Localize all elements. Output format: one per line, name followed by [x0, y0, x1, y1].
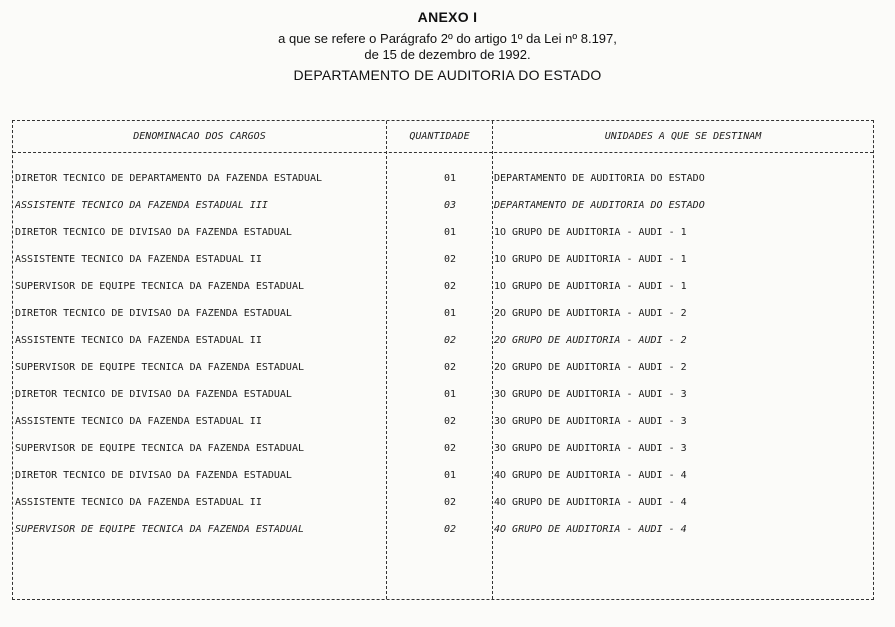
table-row — [13, 493, 873, 513]
department-title: DEPARTAMENTO DE AUDITORIA DO ESTADO — [293, 67, 602, 83]
quantidade-cell: 02 — [443, 335, 457, 346]
cargo-cell: ASSISTENTE TECNICO DA FAZENDA ESTADUAL II — [15, 254, 262, 265]
unidade-cell: 1O GRUPO DE AUDITORIA - AUDI - 1 — [494, 281, 687, 292]
cargo-cell: DIRETOR TECNICO DE DIVISAO DA FAZENDA ESTADUAL — [15, 470, 292, 481]
table-row — [13, 277, 873, 297]
unidade-cell: 1O GRUPO DE AUDITORIA - AUDI - 1 — [494, 227, 687, 238]
table-row — [13, 250, 873, 270]
quantidade-cell: 01 — [443, 470, 457, 481]
cargo-cell: DIRETOR TECNICO DE DIVISAO DA FAZENDA ESTADUAL — [15, 308, 292, 319]
table-row — [13, 358, 873, 378]
table-row — [13, 223, 873, 243]
quantidade-cell: 02 — [443, 281, 457, 292]
quantidade-cell: 02 — [443, 497, 457, 508]
annex-title: ANEXO I — [417, 9, 478, 25]
cargo-cell: SUPERVISOR DE EQUIPE TECNICA DA FAZENDA ESTADUAL — [15, 524, 304, 535]
cargo-cell: SUPERVISOR DE EQUIPE TECNICA DA FAZENDA ESTADUAL — [15, 443, 304, 454]
quantidade-cell: 01 — [443, 227, 457, 238]
quantidade-cell: 03 — [443, 200, 457, 211]
cargo-cell: ASSISTENTE TECNICO DA FAZENDA ESTADUAL II — [15, 497, 262, 508]
unidade-cell: 3O GRUPO DE AUDITORIA - AUDI - 3 — [494, 389, 687, 400]
cargo-cell: SUPERVISOR DE EQUIPE TECNICA DA FAZENDA ESTADUAL — [15, 281, 304, 292]
cargo-cell: DIRETOR TECNICO DE DIVISAO DA FAZENDA ESTADUAL — [15, 389, 292, 400]
unidade-cell: 2O GRUPO DE AUDITORIA - AUDI - 2 — [494, 308, 687, 319]
table-row — [13, 439, 873, 459]
law-reference-line: a que se refere o Parágrafo 2º do artigo 1º da Lei nº 8.197, — [278, 31, 617, 46]
table-row — [13, 304, 873, 324]
table-row — [13, 385, 873, 405]
unidade-cell: 3O GRUPO DE AUDITORIA - AUDI - 3 — [494, 416, 687, 427]
cargo-cell: DIRETOR TECNICO DE DIVISAO DA FAZENDA ESTADUAL — [15, 227, 292, 238]
unidade-cell: 4O GRUPO DE AUDITORIA - AUDI - 4 — [494, 524, 687, 535]
table-row — [13, 169, 873, 189]
cargo-cell: SUPERVISOR DE EQUIPE TECNICA DA FAZENDA ESTADUAL — [15, 362, 304, 373]
quantidade-cell: 02 — [443, 524, 457, 535]
quantidade-cell: 01 — [443, 308, 457, 319]
table-row — [13, 196, 873, 216]
unidade-cell: DEPARTAMENTO DE AUDITORIA DO ESTADO — [494, 173, 705, 184]
quantidade-cell: 02 — [443, 443, 457, 454]
quantidade-cell: 02 — [443, 416, 457, 427]
quantidade-cell: 02 — [443, 362, 457, 373]
quantidade-cell: 02 — [443, 254, 457, 265]
quantidade-cell: 01 — [443, 173, 457, 184]
table-row — [13, 520, 873, 540]
cargo-cell: ASSISTENTE TECNICO DA FAZENDA ESTADUAL II — [15, 416, 262, 427]
cargo-cell: ASSISTENTE TECNICO DA FAZENDA ESTADUAL II — [15, 335, 262, 346]
column-header-quantidade: QUANTIDADE — [409, 131, 470, 142]
law-date-line: de 15 de dezembro de 1992. — [364, 47, 531, 62]
table-row — [13, 412, 873, 432]
unidade-cell: 1O GRUPO DE AUDITORIA - AUDI - 1 — [494, 254, 687, 265]
unidade-cell: 2O GRUPO DE AUDITORIA - AUDI - 2 — [494, 362, 687, 373]
column-header-cargos: DENOMINACAO DOS CARGOS — [133, 131, 266, 142]
unidade-cell: 4O GRUPO DE AUDITORIA - AUDI - 4 — [494, 497, 687, 508]
unidade-cell: DEPARTAMENTO DE AUDITORIA DO ESTADO — [494, 200, 705, 211]
table-row — [13, 331, 873, 351]
cargo-cell: ASSISTENTE TECNICO DA FAZENDA ESTADUAL III — [15, 200, 268, 211]
unidade-cell: 4O GRUPO DE AUDITORIA - AUDI - 4 — [494, 470, 687, 481]
positions-table — [12, 120, 874, 600]
unidade-cell: 2O GRUPO DE AUDITORIA - AUDI - 2 — [494, 335, 687, 346]
table-row — [13, 466, 873, 486]
quantidade-cell: 01 — [443, 389, 457, 400]
unidade-cell: 3O GRUPO DE AUDITORIA - AUDI - 3 — [494, 443, 687, 454]
cargo-cell: DIRETOR TECNICO DE DEPARTAMENTO DA FAZENDA ESTADUAL — [15, 173, 323, 184]
header-divider — [13, 152, 873, 153]
column-header-unidades: UNIDADES A QUE SE DESTINAM — [604, 131, 762, 142]
